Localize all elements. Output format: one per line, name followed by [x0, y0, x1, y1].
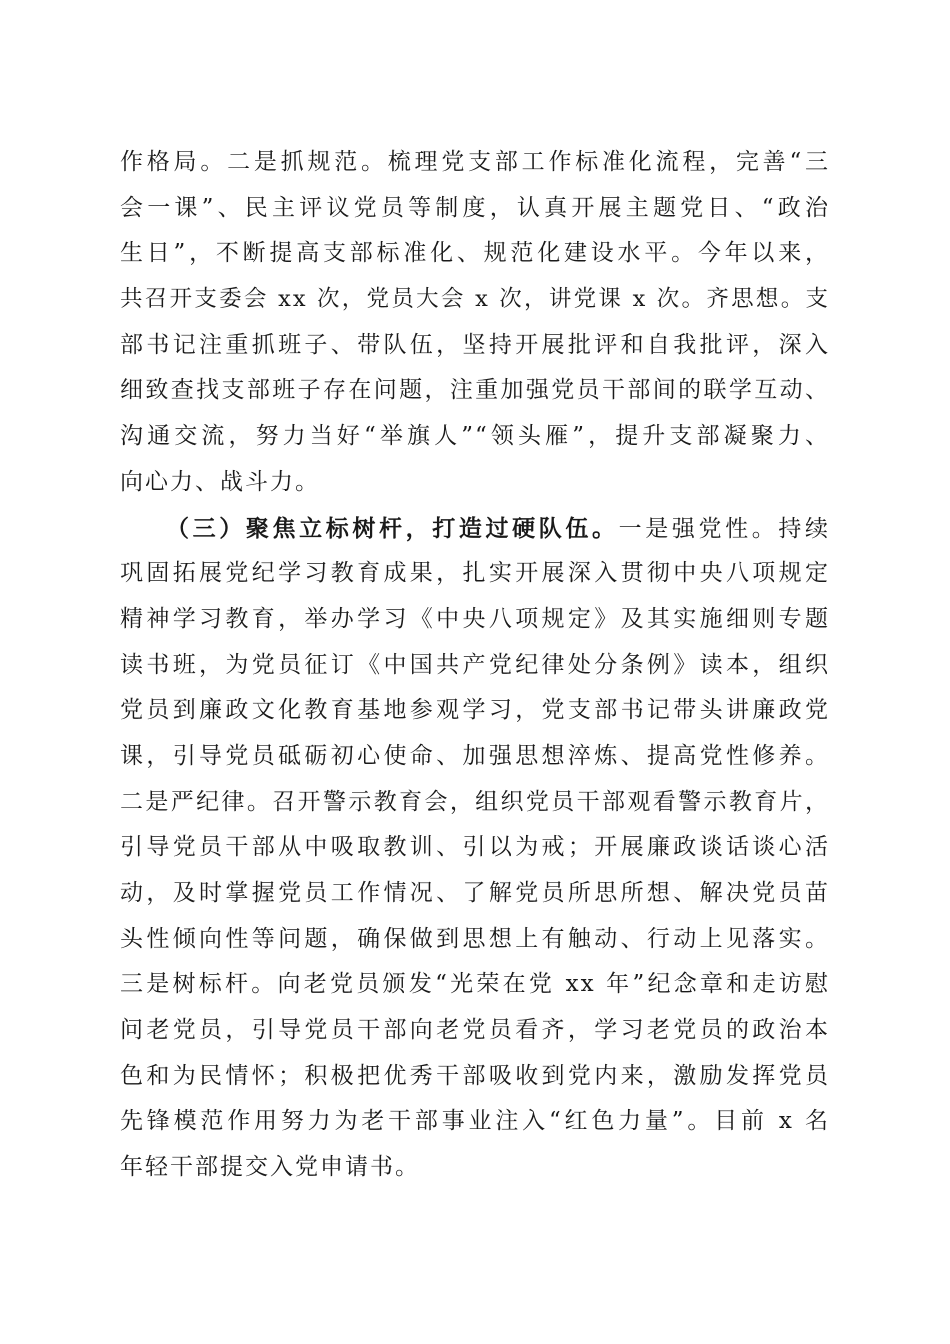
line-text: 问老党员，引导党员干部向老党员看齐，学习老党员的政治本 [120, 1017, 830, 1044]
text-line [120, 231, 830, 277]
line-text: 部书记注重抓班子、带队伍，坚持开展批评和自我批评，深入 [120, 331, 830, 358]
text-line [120, 780, 830, 826]
line-text: 生日”，不断提高支部标准化、规范化建设水平。今年以来， [120, 240, 830, 267]
line-text: 一是强党性。持续 [618, 515, 830, 542]
line-text: 沟通交流，努力当好“举旗人”“领头雁”，提升支部凝聚力、 [120, 423, 830, 450]
line-text: 先锋模范作用努力为老干部事业注入“红色力量”。目前 x 名 [120, 1108, 830, 1135]
line-text: 细致查找支部班子存在问题，注重加强党员干部间的联学互动、 [120, 377, 830, 404]
line-text: 共召开支委会 xx 次，党员大会 x 次，讲党课 x 次。齐思想。支 [120, 286, 830, 313]
text-line [120, 460, 830, 506]
line-text: 巩固拓展党纪学习教育成果，扎实开展深入贯彻中央八项规定 [120, 560, 830, 587]
text-line [120, 506, 830, 552]
text-line [120, 643, 830, 689]
text-line [120, 323, 830, 369]
line-text: 向心力、战斗力。 [120, 468, 320, 495]
line-text: 头性倾向性等问题，确保做到思想上有触动、行动上见落实。 [120, 925, 830, 952]
text-line [120, 1099, 830, 1145]
text-line [120, 917, 830, 963]
text-line [120, 962, 830, 1008]
text-line [120, 414, 830, 460]
text-line [120, 1145, 830, 1191]
text-line [120, 734, 830, 780]
line-text: 三是树标杆。向老党员颁发“光荣在党 xx 年”纪念章和走访慰 [120, 971, 830, 998]
line-text: 引导党员干部从中吸取教训、引以为戒；开展廉政谈话谈心活 [120, 834, 830, 861]
line-text: 动，及时掌握党员工作情况、了解党员所思所想、解决党员苗 [120, 880, 830, 906]
line-text: 年轻干部提交入党申请书。 [120, 1154, 420, 1181]
text-line [120, 1008, 830, 1054]
line-text: 精神学习教育，举办学习《中央八项规定》及其实施细则专题 [120, 605, 830, 632]
text-line [120, 368, 830, 414]
document-body [120, 140, 830, 1191]
line-text: 会一课”、民主评议党员等制度，认真开展主题党日、“政治 [120, 194, 830, 221]
text-line [120, 1054, 830, 1100]
text-line [120, 688, 830, 734]
line-text: 二是严纪律。召开警示教育会，组织党员干部观看警示教育片， [120, 788, 830, 815]
section-heading: （三）聚焦立标树杆，打造过硬队伍。 [166, 514, 619, 542]
text-line [120, 277, 830, 323]
line-text: 党员到廉政文化教育基地参观学习，党支部书记带头讲廉政党 [120, 697, 830, 724]
text-line [120, 551, 830, 597]
line-text: 作格局。二是抓规范。梳理党支部工作标准化流程，完善“三 [120, 149, 830, 175]
text-line [120, 597, 830, 643]
text-line [120, 140, 830, 186]
text-line [120, 825, 830, 871]
text-line [120, 871, 830, 917]
text-line [120, 186, 830, 232]
line-text: 色和为民情怀；积极把优秀干部吸收到党内来，激励发挥党员 [120, 1062, 830, 1089]
line-text: 课，引导党员砥砺初心使命、加强思想淬炼、提高党性修养。 [120, 742, 830, 769]
line-text: 读书班，为党员征订《中国共产党纪律处分条例》读本，组织 [120, 651, 830, 678]
